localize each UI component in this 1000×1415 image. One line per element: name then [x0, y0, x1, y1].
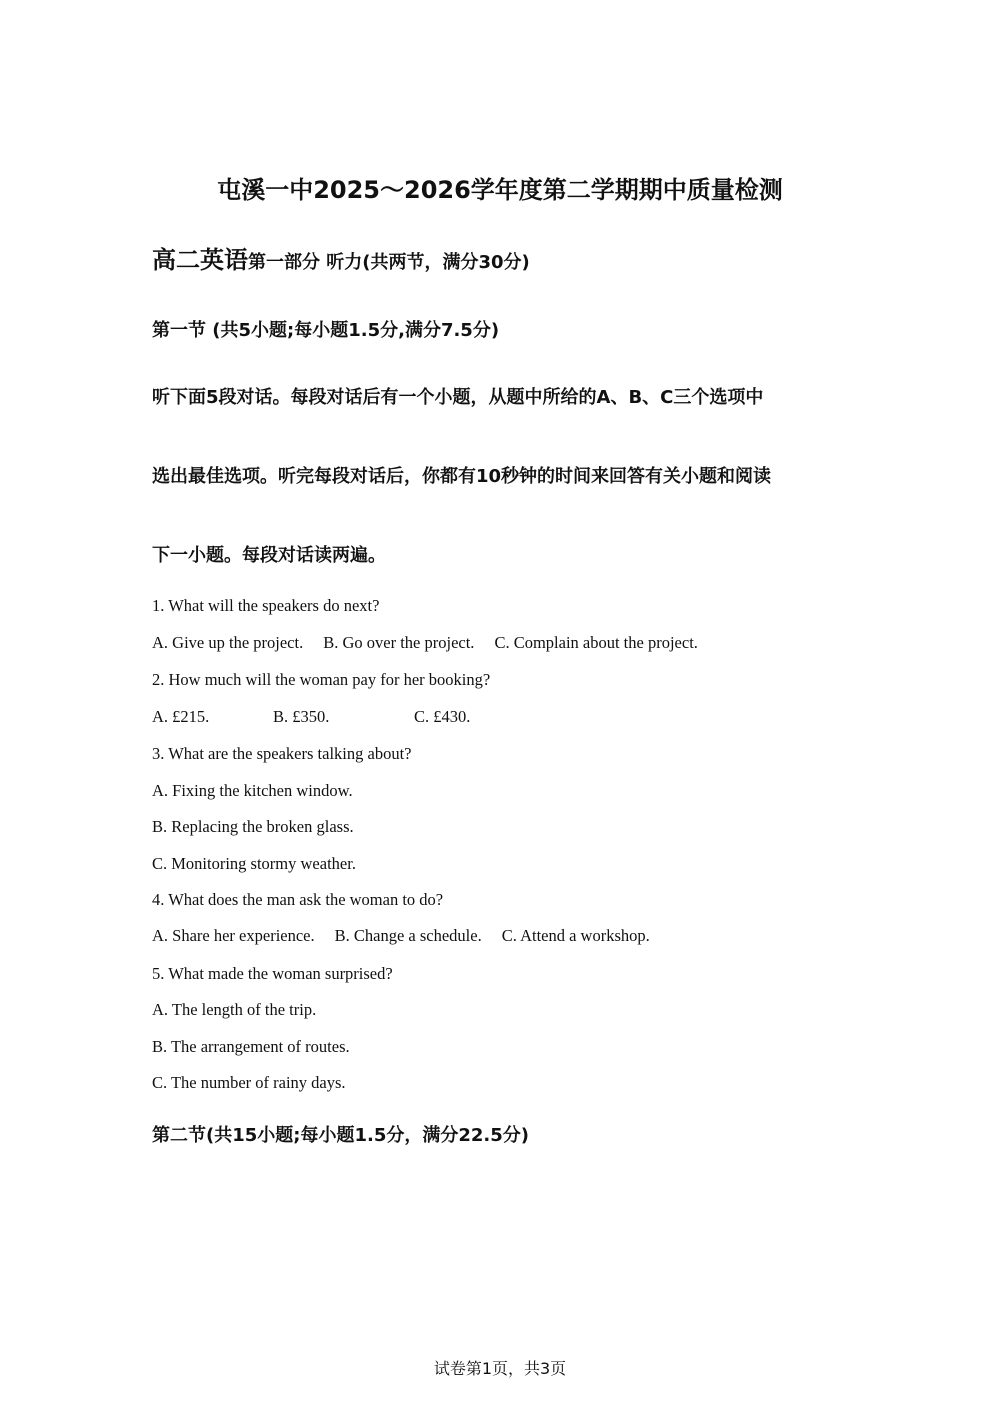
subject-heading-row — [152, 240, 530, 275]
question-4-option-a: A. Share her experience. — [152, 926, 315, 945]
question-5-option-a: A. The length of the trip. — [152, 1000, 317, 1019]
question-3-option-b: B. Replacing the broken glass. — [152, 817, 354, 836]
instruction-line-3: 下一小题。每段对话读两遍。 — [152, 545, 386, 566]
question-4-options — [152, 926, 650, 946]
instruction-line-2: 选出最佳选项。听完每段对话后，你都有10秒钟的时间来回答有关小题和阅读 — [152, 466, 772, 487]
page-footer: 试卷第1页，共3页 — [433, 1359, 567, 1378]
question-3-stem: 3. What are the speakers talking about? — [152, 744, 412, 763]
question-2-stem: 2. How much will the woman pay for her booking? — [152, 670, 491, 689]
section-one-heading: 第一节 (共5小题;每小题1.5分,满分7.5分) — [152, 320, 500, 341]
question-2-options — [152, 707, 470, 727]
question-3-option-c: C. Monitoring stormy weather. — [152, 854, 356, 873]
question-2-option-a: A. £215. — [152, 707, 210, 726]
question-1-option-c: C. Complain about the project. — [494, 633, 698, 652]
question-5-option-c: C. The number of rainy days. — [152, 1073, 346, 1092]
question-1-stem: 1. What will the speakers do next? — [152, 596, 380, 615]
question-2-option-b: B. £350. — [273, 707, 330, 726]
question-5-option-b: B. The arrangement of routes. — [152, 1037, 350, 1056]
question-1-options — [152, 633, 698, 653]
exam-title: 屯溪一中2025～2026学年度第二学期期中质量检测 — [217, 176, 783, 204]
part-one-heading: 第一部分 听力(共两节，满分30分) — [248, 252, 530, 273]
instruction-line-1: 听下面5段对话。每段对话后有一个小题，从题中所给的A、B、C三个选项中 — [152, 387, 764, 408]
question-4-stem: 4. What does the man ask the woman to do? — [152, 890, 444, 909]
question-3-option-a: A. Fixing the kitchen window. — [152, 781, 353, 800]
question-5-stem: 5. What made the woman surprised? — [152, 964, 393, 983]
subject-label: 高二英语 — [152, 246, 248, 274]
question-4-option-b: B. Change a schedule. — [334, 926, 482, 945]
question-4-option-c: C. Attend a workshop. — [501, 926, 650, 945]
section-two-heading: 第二节(共15小题;每小题1.5分，满分22.5分) — [152, 1125, 529, 1146]
question-1-option-b: B. Go over the project. — [323, 633, 475, 652]
question-1-option-a: A. Give up the project. — [152, 633, 304, 652]
question-2-option-c: C. £430. — [414, 707, 471, 726]
